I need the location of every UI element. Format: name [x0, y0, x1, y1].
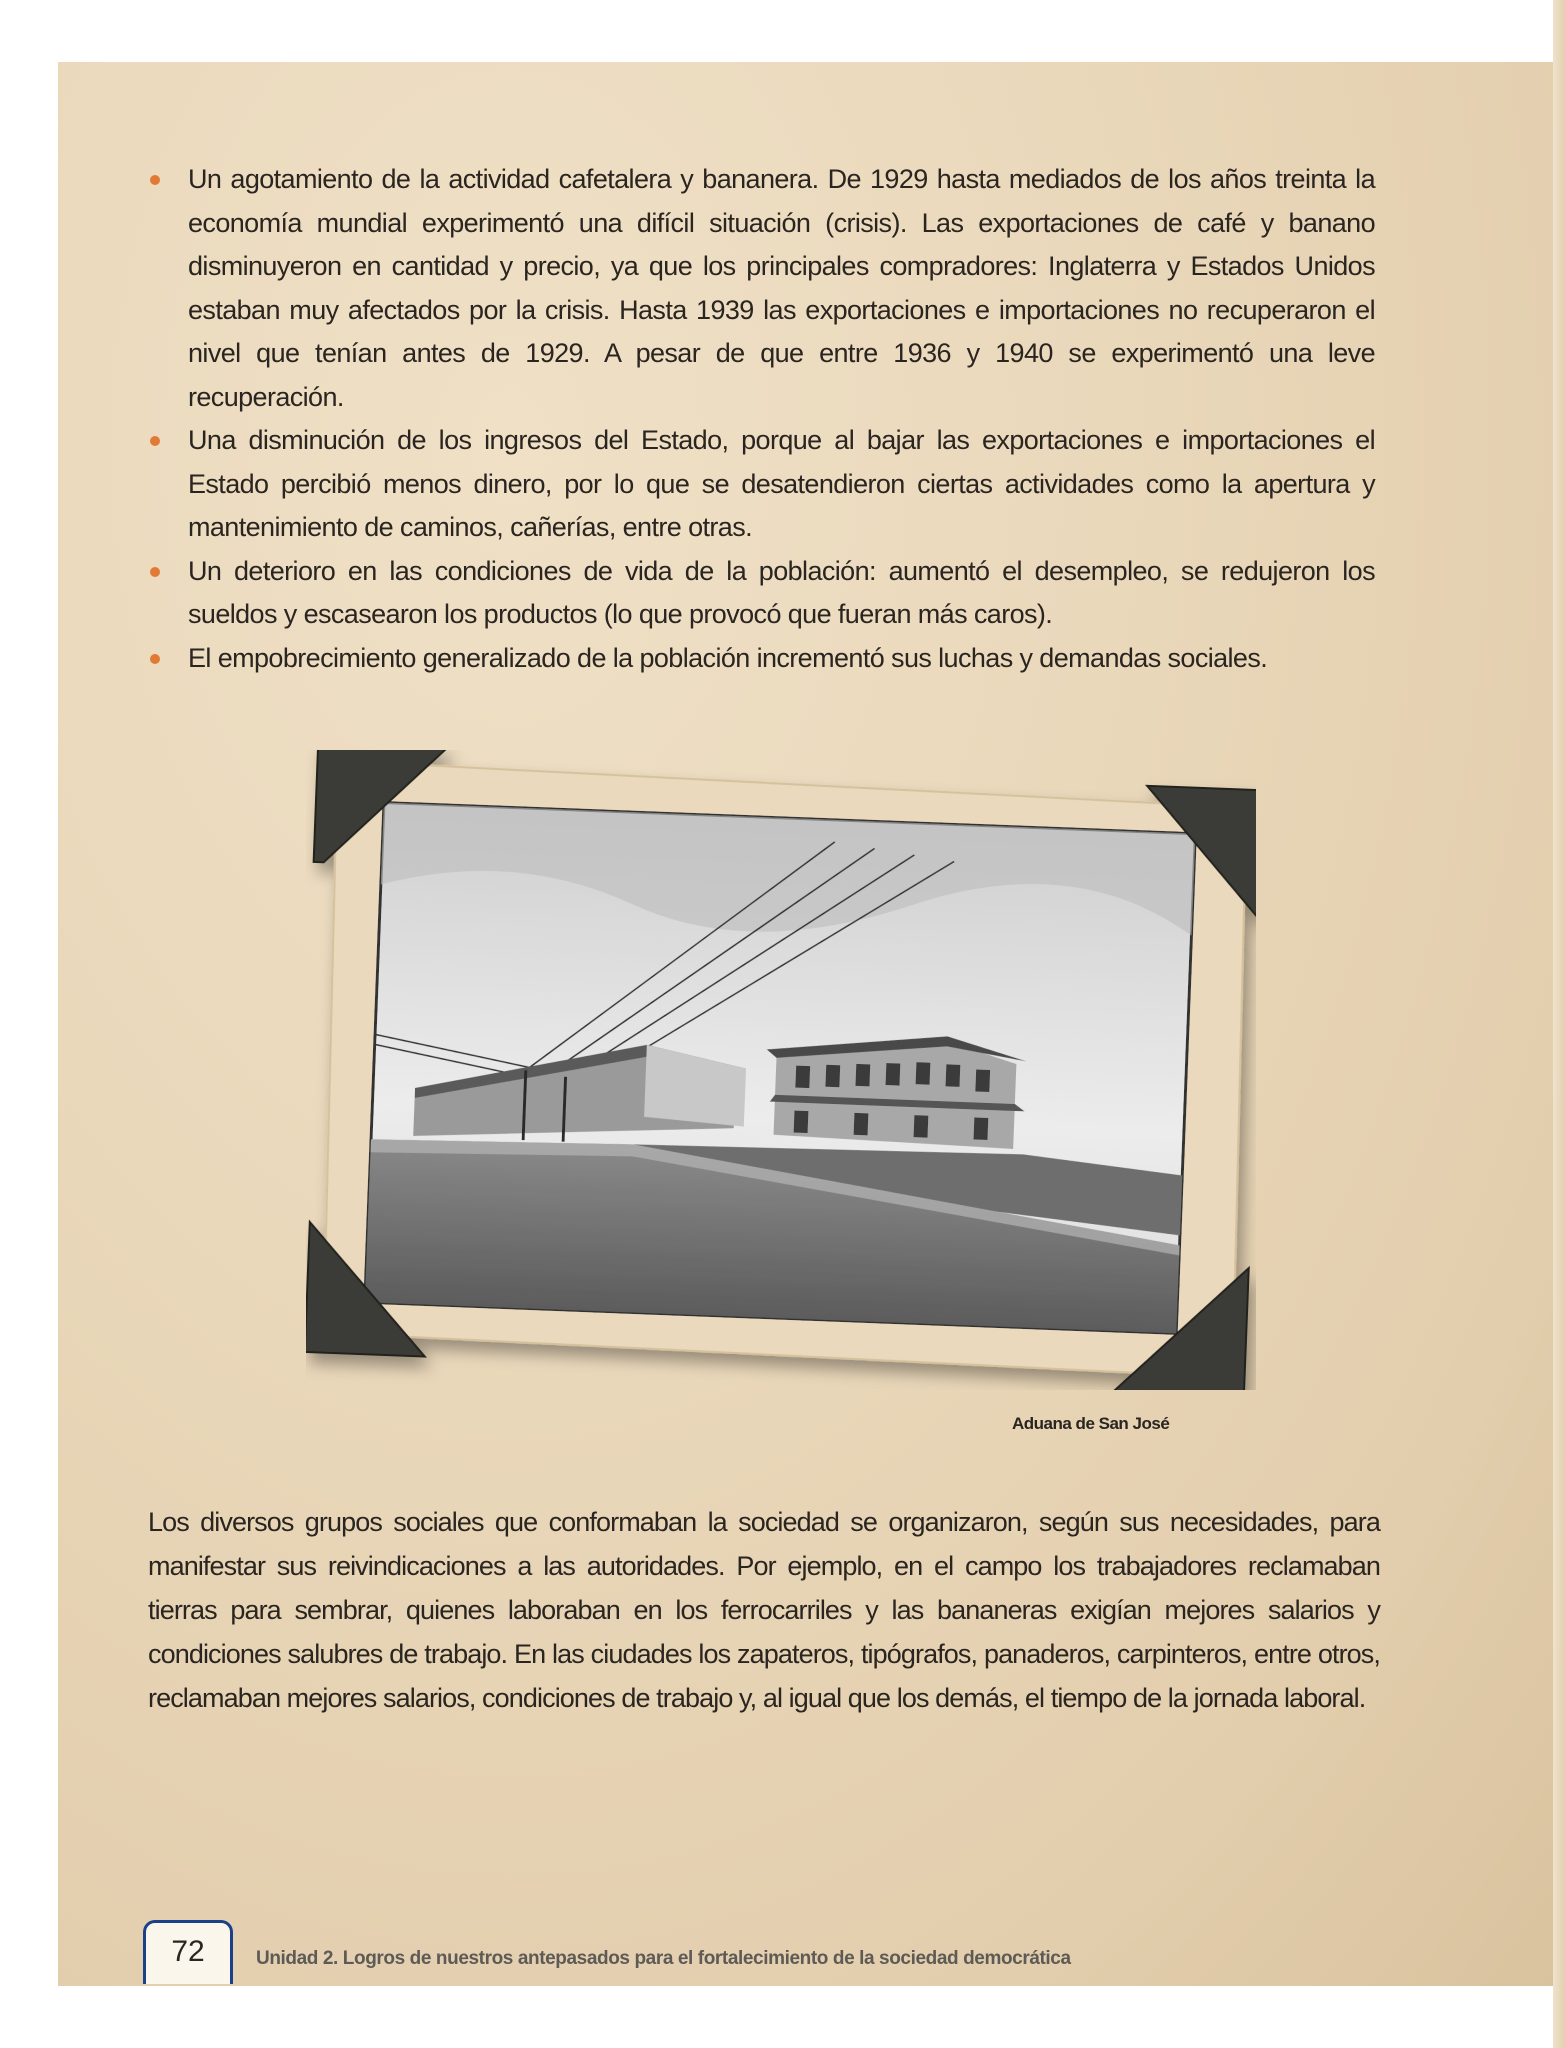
page-edge — [1553, 0, 1565, 2048]
bullet-item — [150, 419, 1375, 550]
bullet-item — [150, 637, 1375, 681]
bullet-item — [150, 550, 1375, 637]
bullet-dot-icon — [150, 567, 160, 577]
bullet-dot-icon — [150, 654, 160, 664]
body-paragraph: Los diversos grupos sociales que conformaban la sociedad se organizaron, según sus necesidades, para manifestar sus reivindicaciones a las autoridades. Por ejemplo, en el campo los trabajadores reclamaban tierras para sembrar, quienes laboraban en los ferrocarriles y las bananeras exigían mejores salarios y condiciones salubres de trabajo. En las ciudades los zapateros, tipógrafos, panaderos, carpinteros, entre otros, reclamaban mejores salarios, condiciones de trabajo y, al igual que los demás, el tiempo de la jornada laboral. — [148, 1507, 1380, 1713]
page-number-box — [143, 1920, 233, 1984]
photo-caption: Aduana de San José — [1012, 1414, 1170, 1433]
bullet-text: Una disminución de los ingresos del Estado, porque al bajar las exportaciones e importaciones el Estado percibió menos dinero, por lo que se desatendieron ciertas actividades como la apertura y mantenimiento de caminos, cañerías, entre otras. — [188, 425, 1375, 542]
bullet-text: Un deterioro en las condiciones de vida de la población: aumentó el desempleo, se redujeron los sueldos y escasearon los productos (lo que provocó que fueran más caros). — [188, 555, 1375, 629]
bullet-item — [150, 158, 1375, 419]
footer-unit-title: Unidad 2. Logros de nuestros antepasados para el fortalecimiento de la sociedad democrática — [256, 1948, 1071, 1969]
bullet-dot-icon — [150, 436, 160, 446]
bullet-text: Un agotamiento de la actividad cafetalera y bananera. De 1929 hasta mediados de los años treinta la economía mundial experimentó una difícil situación (crisis). Las exportaciones de café y banano disminuyeron en cantidad y precio, ya que los principales compradores: Inglaterra y Estados Unidos estaban muy afectados por la crisis. Hasta 1939 las exportaciones e importaciones no recuperaron el nivel que tenían antes de 1929. A pesar de que entre 1936 y 1940 se experimentó una leve recuperación. — [188, 164, 1375, 412]
historic-photo — [306, 750, 1256, 1390]
page-number: 72 — [171, 1935, 205, 1968]
bullet-list — [150, 158, 1375, 680]
bullet-text: El empobrecimiento generalizado de la población incrementó sus luchas y demandas sociales. — [188, 642, 1268, 673]
bullet-dot-icon — [150, 175, 160, 185]
